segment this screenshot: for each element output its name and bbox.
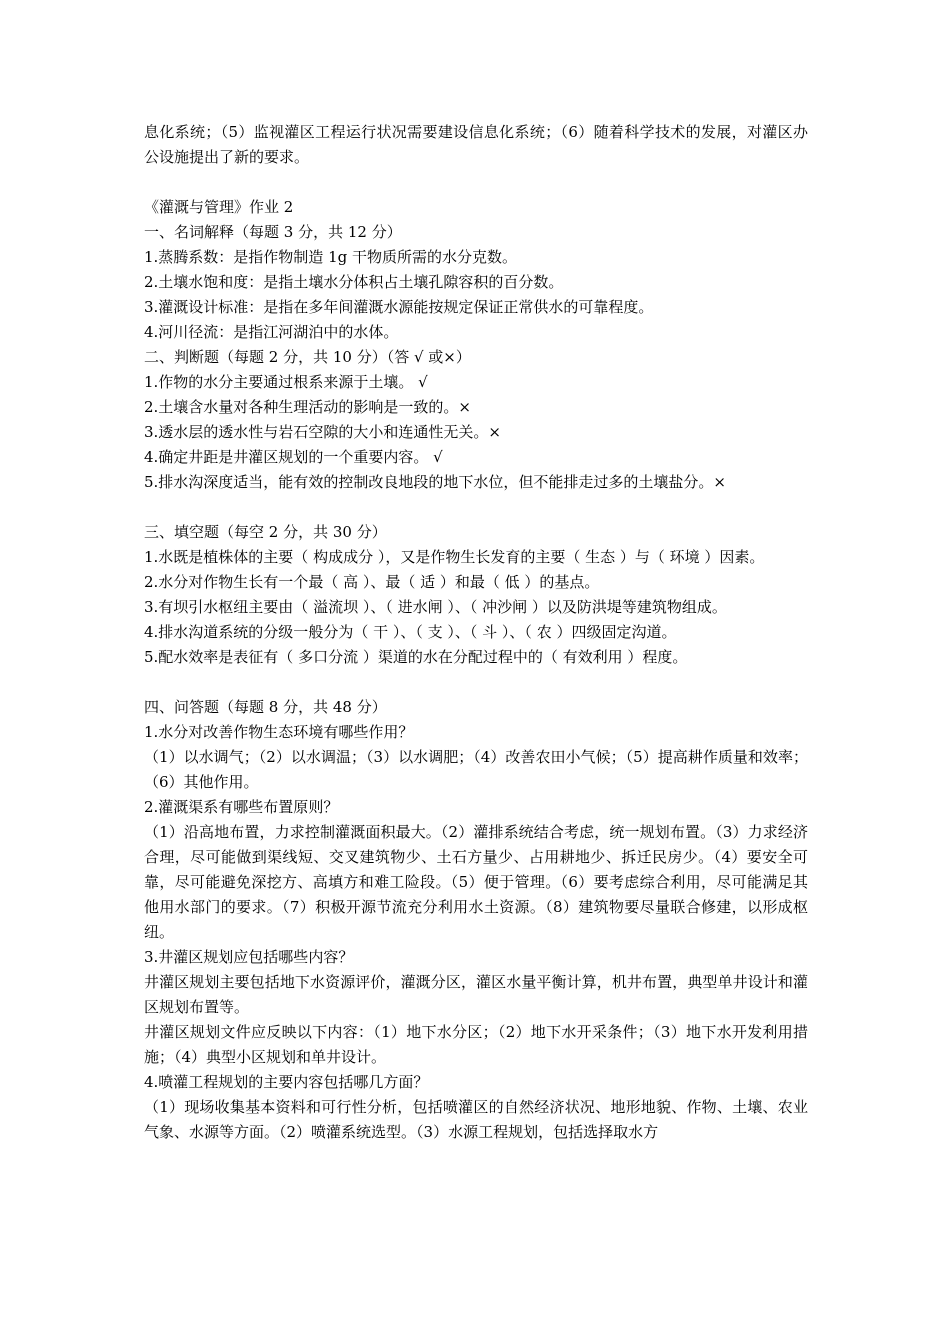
answer-1: （1）以水调气；（2）以水调温；（3）以水调肥；（4）改善农田小气候；（5）提高耕作质量和效率；（6）其他作用。 [144, 748, 808, 791]
answer-3b: 井灌区规划文件应反映以下内容：（1）地下水分区；（2）地下水开采条件；（3）地下水开发利用措施；（4）典型小区规划和单井设计。 [144, 1023, 808, 1066]
spacer [144, 670, 808, 695]
section2-item: 2.土壤含水量对各种生理活动的影响是一致的。× [144, 398, 471, 416]
answer-3a: 井灌区规划主要包括地下水资源评价，灌溉分区，灌区水量平衡计算，机井布置，典型单井设计和灌区规划布置等。 [144, 973, 808, 1016]
section2-item: 1.作物的水分主要通过根系来源于土壤。 √ [144, 373, 428, 391]
section3-item: 2.水分对作物生长有一个最（ 高 ）、最（ 适 ）和最（ 低 ）的基点。 [144, 573, 600, 591]
intro-paragraph: 息化系统；（5）监视灌区工程运行状况需要建设信息化系统；（6）随着科学技术的发展，对灌区办公设施提出了新的要求。 [144, 123, 808, 166]
document-page [144, 120, 808, 1145]
section1-item: 2.土壤水饱和度：是指土壤水分体积占土壤孔隙容积的百分数。 [144, 273, 564, 291]
section2-item: 5.排水沟深度适当，能有效的控制改良地段的地下水位，但不能排走过多的土壤盐分。× [144, 473, 726, 491]
section2-heading: 二、判断题（每题 2 分，共 10 分）（答 √ 或×） [144, 348, 471, 366]
section2-item: 4.确定井距是井灌区规划的一个重要内容。 √ [144, 448, 443, 466]
question-1: 1.水分对改善作物生态环境有哪些作用？ [144, 723, 414, 741]
section3-item: 3.有坝引水枢纽主要由（ 溢流坝 ）、（ 进水闸 ）、（ 冲沙闸 ）以及防洪堤等建筑物组成。 [144, 598, 727, 616]
section3-heading: 三、填空题（每空 2 分，共 30 分） [144, 523, 387, 541]
section3-item: 1.水既是植株体的主要（ 构成成分 ），又是作物生长发育的主要（ 生态 ）与（ 环境 ）因素。 [144, 548, 765, 566]
question-4: 4.喷灌工程规划的主要内容包括哪几方面？ [144, 1073, 429, 1091]
spacer [144, 495, 808, 520]
section1-item: 1.蒸腾系数：是指作物制造 1g 干物质所需的水分克数。 [144, 248, 517, 266]
section2-item: 3.透水层的透水性与岩石空隙的大小和连通性无关。× [144, 423, 501, 441]
question-2: 2.灌溉渠系有哪些布置原则？ [144, 798, 339, 816]
answer-2: （1）沿高地布置，力求控制灌溉面积最大。（2）灌排系统结合考虑，统一规划布置。（3）力求经济合理，尽可能做到渠线短、交叉建筑物少、土石方量少、占用耕地少、拆迁民房少。（4）要安全可靠，尽可能避免深挖方、高填方和难工险段。（5）便于管理。（6）要考虑综合利用，尽可能满足其他用水部门的要求。（7）积极开源节流充分利用水土资源。（8）建筑物要尽量联合修建，以形成枢纽。 [144, 823, 808, 941]
spacer [144, 170, 808, 195]
section4-heading: 四、问答题（每题 8 分，共 48 分） [144, 698, 387, 716]
section1-item: 3.灌溉设计标准：是指在多年间灌溉水源能按规定保证正常供水的可靠程度。 [144, 298, 654, 316]
question-3: 3.井灌区规划应包括哪些内容？ [144, 948, 354, 966]
section3-item: 5.配水效率是表征有（ 多口分流 ）渠道的水在分配过程中的（ 有效利用 ）程度。 [144, 648, 688, 666]
answer-4: （1）现场收集基本资料和可行性分析，包括喷灌区的自然经济状况、地形地貌、作物、土壤、农业气象、水源等方面。（2）喷灌系统选型。（3）水源工程规划，包括选择取水方 [144, 1098, 808, 1141]
section3-item: 4.排水沟道系统的分级一般分为（ 干 ）、（ 支 ）、（ 斗 ）、（ 农 ）四级固定沟道。 [144, 623, 677, 641]
assignment-title: 《灌溉与管理》作业 2 [144, 198, 294, 216]
section1-heading: 一、名词解释（每题 3 分，共 12 分） [144, 223, 402, 241]
section1-item: 4.河川径流：是指江河湖泊中的水体。 [144, 323, 399, 341]
